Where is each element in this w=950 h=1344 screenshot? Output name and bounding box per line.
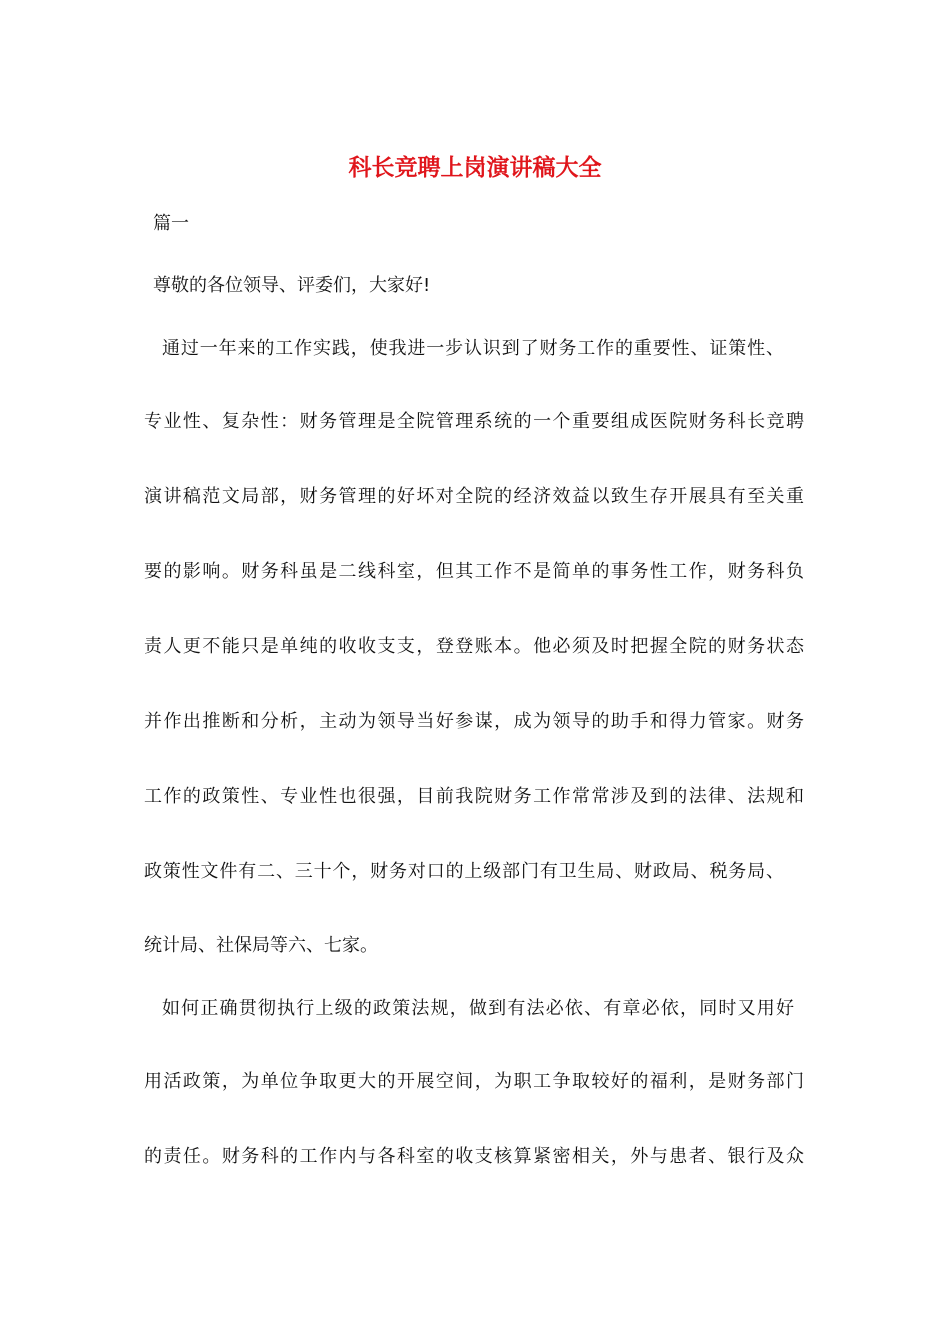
paragraph-line: 通过一年来的工作实践，使我进一步认识到了财务工作的重要性、证策性、 (162, 338, 784, 359)
paragraph-line: 如何正确贯彻执行上级的政策法规，做到有法必依、有章必依，同时又用好 (162, 998, 794, 1019)
paragraph-line: 用活政策，为单位争取更大的开展空间，为职工争取较好的福利，是财务部门 (144, 1071, 804, 1092)
section-label: 篇一 (153, 213, 189, 234)
document-title: 科长竞聘上岗演讲稿大全 (348, 154, 602, 181)
paragraph-line: 政策性文件有二、三十个，财务对口的上级部门有卫生局、财政局、税务局、 (144, 861, 784, 882)
paragraph-line: 演讲稿范文局部，财务管理的好坏对全院的经济效益以致生存开展具有至关重 (144, 486, 804, 507)
paragraph-line: 要的影响。财务科虽是二线科室，但其工作不是简单的事务性工作，财务科负 (144, 561, 804, 582)
paragraph-line: 责人更不能只是单纯的收收支支，登登账本。他必须及时把握全院的财务状态 (144, 636, 804, 657)
paragraph-line: 工作的政策性、专业性也很强，目前我院财务工作常常涉及到的法律、法规和 (144, 786, 804, 807)
paragraph-line: 的责任。财务科的工作内与各科室的收支核算紧密相关，外与患者、银行及众 (144, 1146, 804, 1167)
greeting-line: 尊敬的各位领导、评委们，大家好! (153, 275, 431, 296)
paragraph-line: 专业性、复杂性：财务管理是全院管理系统的一个重要组成医院财务科长竞聘 (144, 411, 804, 432)
paragraph-line: 并作出推断和分析，主动为领导当好参谋，成为领导的助手和得力管家。财务 (144, 711, 804, 732)
paragraph-line: 统计局、社保局等六、七家。 (144, 935, 378, 956)
